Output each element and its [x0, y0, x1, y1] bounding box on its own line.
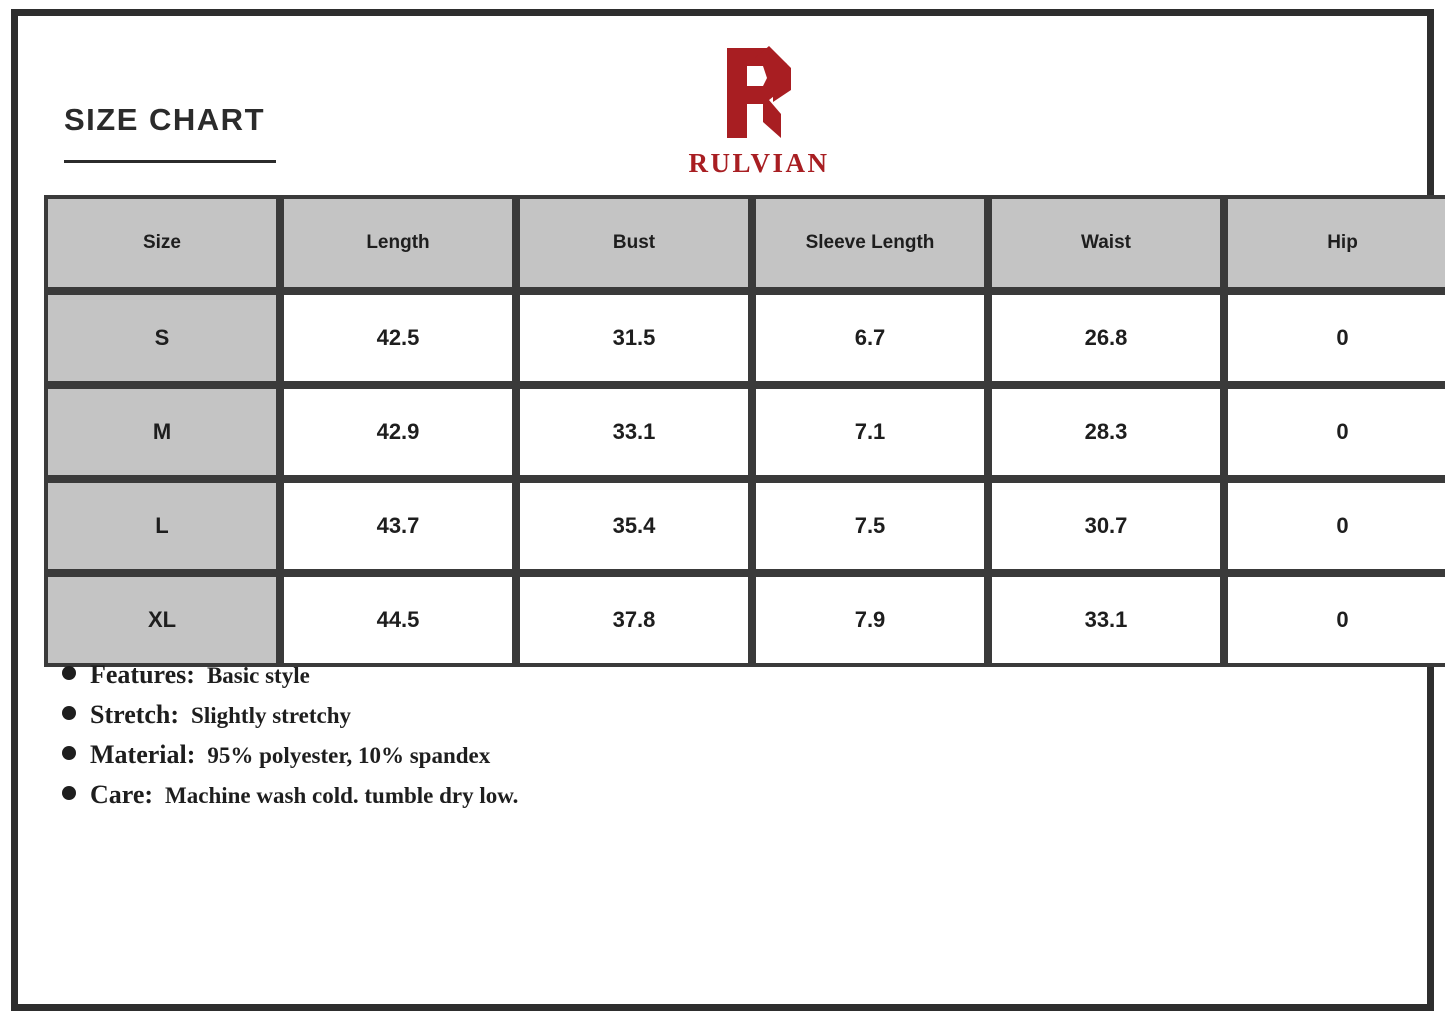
cell-size: S	[44, 291, 280, 385]
cell-hip: 0	[1224, 291, 1445, 385]
size-table-head	[44, 195, 1445, 291]
cell-length: 42.5	[280, 291, 516, 385]
brand-block	[629, 42, 889, 179]
note-item-care	[62, 780, 1162, 810]
cell-waist: 28.3	[988, 385, 1224, 479]
cell-hip: 0	[1224, 573, 1445, 667]
cell-sleeve-length: 7.1	[752, 385, 988, 479]
cell-length: 42.9	[280, 385, 516, 479]
note-value: 95% polyester, 10% spandex	[207, 743, 491, 768]
note-value: Slightly stretchy	[191, 703, 351, 728]
bullet-icon	[62, 666, 76, 680]
column-header-waist: Waist	[988, 195, 1224, 291]
cell-bust: 33.1	[516, 385, 752, 479]
cell-sleeve-length: 7.5	[752, 479, 988, 573]
column-header-hip: Hip	[1224, 195, 1445, 291]
title-block	[64, 102, 276, 163]
note-label: Features:	[90, 660, 195, 689]
note-value: Machine wash cold. tumble dry low.	[165, 783, 519, 808]
note-item-features	[62, 660, 1162, 690]
column-header-size: Size	[44, 195, 280, 291]
cell-length: 44.5	[280, 573, 516, 667]
table-header-row	[44, 195, 1445, 291]
cell-sleeve-length: 7.9	[752, 573, 988, 667]
cell-length: 43.7	[280, 479, 516, 573]
cell-bust: 31.5	[516, 291, 752, 385]
bullet-icon	[62, 706, 76, 720]
note-item-stretch	[62, 700, 1162, 730]
column-header-bust: Bust	[516, 195, 752, 291]
cell-size: M	[44, 385, 280, 479]
notes-list	[62, 660, 1162, 820]
note-item-material	[62, 740, 1162, 770]
cell-waist: 26.8	[988, 291, 1224, 385]
cell-size: XL	[44, 573, 280, 667]
table-row	[44, 479, 1445, 573]
cell-waist: 30.7	[988, 479, 1224, 573]
cell-bust: 35.4	[516, 479, 752, 573]
note-label: Material:	[90, 740, 196, 769]
page-title: SIZE CHART	[64, 102, 265, 137]
size-table-body	[44, 291, 1445, 667]
rulvian-r-logo-icon	[711, 42, 807, 146]
brand-name: RULVIAN	[688, 148, 830, 178]
note-label: Care:	[90, 780, 154, 809]
cell-hip: 0	[1224, 385, 1445, 479]
table-row	[44, 291, 1445, 385]
cell-waist: 33.1	[988, 573, 1224, 667]
header	[44, 40, 1401, 190]
cell-bust: 37.8	[516, 573, 752, 667]
table-row	[44, 573, 1445, 667]
cell-hip: 0	[1224, 479, 1445, 573]
cell-sleeve-length: 6.7	[752, 291, 988, 385]
size-table	[44, 195, 1445, 667]
column-header-sleeve-length: Sleeve Length	[752, 195, 988, 291]
bullet-icon	[62, 786, 76, 800]
title-underline	[64, 160, 276, 163]
cell-size: L	[44, 479, 280, 573]
table-row	[44, 385, 1445, 479]
bullet-icon	[62, 746, 76, 760]
column-header-length: Length	[280, 195, 516, 291]
note-label: Stretch:	[90, 700, 180, 729]
page-content	[44, 40, 1401, 980]
note-value: Basic style	[206, 663, 310, 688]
size-table-wrap	[44, 195, 1401, 667]
